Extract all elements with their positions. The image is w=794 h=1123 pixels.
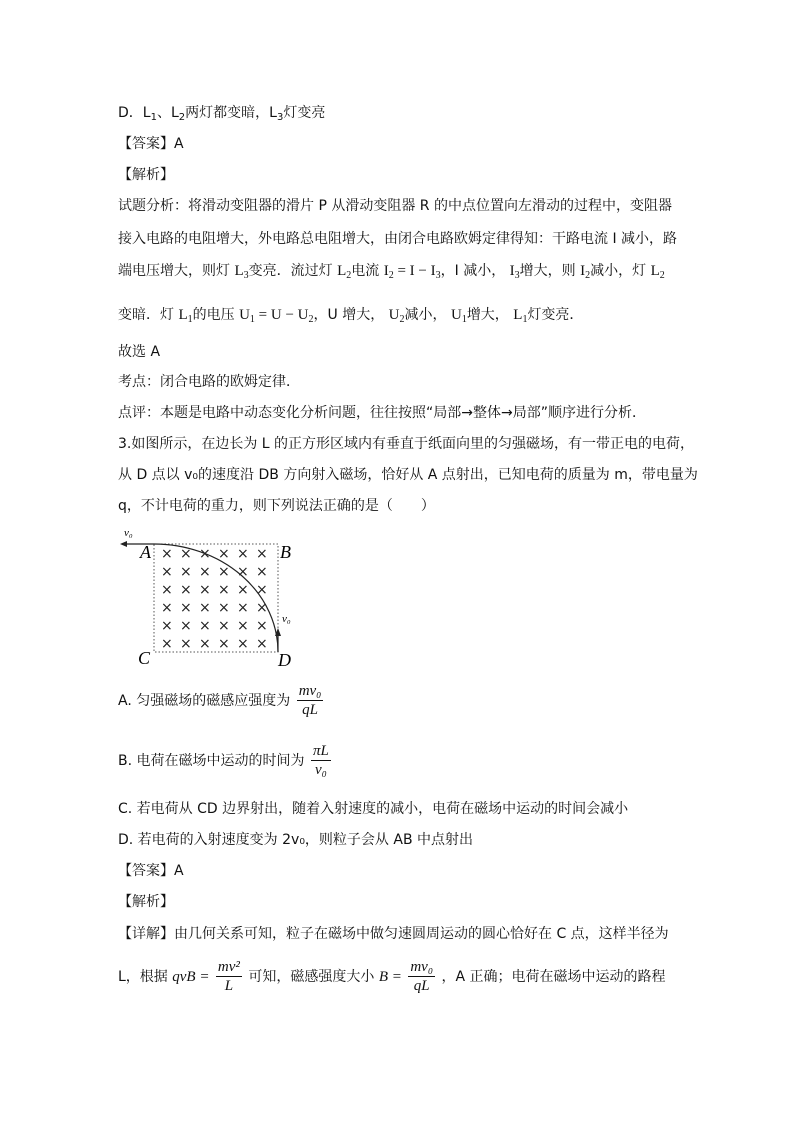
text: 电流 xyxy=(351,263,380,279)
symbol-I3: $I_3$ xyxy=(509,263,520,281)
analysis-label-1: 【解析】 xyxy=(118,167,174,183)
option-a-line xyxy=(118,682,325,720)
option-b-text: B. 电荷在磁场中运动的时间为 xyxy=(118,753,305,769)
label-B: B xyxy=(280,542,291,562)
text: 减小，灯 xyxy=(590,263,647,279)
text: 变亮．流过灯 xyxy=(248,263,333,279)
option-d-text: D．L xyxy=(118,105,151,121)
dianping-line: 点评：本题是电路中动态变化分析问题，往往按照“局部→整体→局部”顺序进行分析． xyxy=(118,405,646,421)
option-b-fraction xyxy=(311,743,331,779)
option-d-text: 两灯都变暗，L xyxy=(185,105,277,121)
field-cross: × xyxy=(199,618,211,634)
kaodian-line: 考点：闭合电路的欧姆定律． xyxy=(118,374,300,390)
subscript: 3 xyxy=(276,112,284,123)
analysis-paragraph-line-3 xyxy=(118,261,665,286)
denominator: v₀ xyxy=(314,762,327,778)
field-cross: × xyxy=(218,582,230,598)
question3-line-1: 3.如图所示，在边长为 L 的正方形区域内有垂直于纸面向里的匀强磁场，有一带正电的电荷， xyxy=(118,436,695,452)
label-v0-top: v₀ xyxy=(124,527,133,539)
numerator: mv² xyxy=(217,959,240,975)
text: 灯变亮． xyxy=(527,307,584,323)
detail-line-1: 【详解】由几何关系可知，粒子在磁场中做匀速圆周运动的圆心恰好在 C 点，这样半径为 xyxy=(118,926,669,942)
field-cross: × xyxy=(237,546,249,562)
symbol-U2: $U_2$ xyxy=(388,307,405,325)
text: 增大，则 xyxy=(519,263,576,279)
equation-voltage: $U_1 = U - U_2$ xyxy=(239,307,314,325)
subscript: 3 xyxy=(243,270,249,281)
analysis-paragraph-line-1: 试题分析：将滑动变阻器的滑片 P 从滑动变阻器 R 的中点位置向左滑动的过程中，变阻器 xyxy=(118,198,672,214)
field-cross: × xyxy=(180,600,192,616)
text: 端电压增大，则灯 xyxy=(118,263,230,279)
field-cross: × xyxy=(161,546,173,562)
field-cross: × xyxy=(161,636,173,652)
denominator: L xyxy=(224,978,234,994)
field-cross: × xyxy=(161,618,173,634)
field-cross: × xyxy=(199,636,211,652)
symbol-L2: $L_2$ xyxy=(337,263,352,281)
label-v0-right: v₀ xyxy=(282,613,291,625)
field-crosses xyxy=(161,546,268,652)
field-cross: × xyxy=(180,636,192,652)
analysis-paragraph-line-4 xyxy=(118,305,583,330)
field-cross: × xyxy=(237,600,249,616)
symbol-L1: $L_1$ xyxy=(178,307,193,325)
text: 可知，磁感强度大小 xyxy=(248,969,375,985)
analysis-label-2: 【解析】 xyxy=(118,894,174,910)
label-D: D xyxy=(278,650,291,670)
field-cross: × xyxy=(256,564,268,580)
fraction-mv2-L xyxy=(216,959,242,995)
text: 变暗．灯 xyxy=(118,307,174,323)
field-cross: × xyxy=(256,636,268,652)
equation-B: B = xyxy=(378,969,402,985)
symbol-I2: $I_2$ xyxy=(580,263,591,281)
field-cross: × xyxy=(256,546,268,562)
field-cross: × xyxy=(256,600,268,616)
field-cross: × xyxy=(218,546,230,562)
subscript: 2 xyxy=(178,112,186,123)
field-cross: × xyxy=(161,564,173,580)
text: ，U 增大， xyxy=(313,307,385,323)
option-c-line: C. 若电荷从 CD 边界射出，随着入射速度的减小，电荷在磁场中运动的时间会减小 xyxy=(118,801,629,817)
detail-line-2 xyxy=(118,956,666,998)
option-d-text: 灯变亮 xyxy=(283,105,326,121)
numerator: πL xyxy=(312,743,329,759)
field-cross: × xyxy=(180,564,192,580)
analysis-paragraph-line-2: 接入电路的电阻增大，外电路总电阻增大，由闭合电路欧姆定律得知：干路电流 I 减小，路 xyxy=(118,231,678,247)
symbol: L xyxy=(234,263,244,279)
field-cross: × xyxy=(199,582,211,598)
option-b-line xyxy=(118,742,333,780)
field-cross: × xyxy=(218,636,230,652)
field-cross: × xyxy=(199,546,211,562)
label-C: C xyxy=(138,648,151,668)
text: 的电压 xyxy=(192,307,235,323)
numerator: mv₀ xyxy=(410,959,434,975)
option-a-text: A. 匀强磁场的磁感应强度为 xyxy=(118,693,291,709)
field-cross: × xyxy=(237,582,249,598)
numerator: mv₀ xyxy=(298,683,322,699)
field-cross: × xyxy=(180,582,192,598)
equation-current: $I_2 = I - I_3$ xyxy=(383,263,441,281)
field-cross: × xyxy=(237,636,249,652)
text: 减小， xyxy=(404,307,447,323)
field-cross: × xyxy=(180,546,192,562)
field-cross: × xyxy=(199,600,211,616)
label-A: A xyxy=(140,542,151,562)
field-cross: × xyxy=(161,582,173,598)
field-cross: × xyxy=(237,618,249,634)
magnetic-field-diagram xyxy=(116,524,306,670)
text: 增大， xyxy=(466,307,509,323)
field-cross: × xyxy=(237,564,249,580)
symbol-L1: $L_1$ xyxy=(513,307,528,325)
text: ，A 正确；电荷在磁场中运动的路程 xyxy=(441,969,666,985)
option-a-fraction xyxy=(297,683,324,719)
field-cross: × xyxy=(199,564,211,580)
question3-line-3: q，不计电荷的重力，则下列说法正确的是（ ） xyxy=(118,498,435,514)
option-d-text: 、L xyxy=(156,105,179,121)
choose-line: 故选 A xyxy=(118,344,161,360)
option-d-line xyxy=(118,103,325,128)
denominator: qL xyxy=(302,702,318,718)
symbol-U1: $U_1$ xyxy=(450,307,467,325)
field-cross: × xyxy=(218,618,230,634)
answer-label-1: 【答案】A xyxy=(118,136,184,152)
text: L，根据 xyxy=(118,969,168,985)
field-cross: × xyxy=(218,600,230,616)
answer-label-2: 【答案】A xyxy=(118,863,184,879)
exit-arrowhead xyxy=(120,541,127,547)
field-cross: × xyxy=(218,564,230,580)
option-d2-line: D. 若电荷的入射速度变为 2v₀，则粒子会从 AB 中点射出 xyxy=(118,832,474,848)
denominator: qL xyxy=(413,978,430,994)
equation-left: qvB = xyxy=(172,969,210,985)
question3-line-2: 从 D 点以 v₀的速度沿 DB 方向射入磁场，恰好从 A 点射出，已知电荷的质量为 m，带电量为 xyxy=(118,467,698,483)
field-cross: × xyxy=(180,618,192,634)
symbol-L3 xyxy=(234,263,248,279)
field-cross: × xyxy=(256,618,268,634)
text: ，I 减小， xyxy=(440,263,506,279)
symbol-L2: $L_2$ xyxy=(650,263,665,281)
field-cross: × xyxy=(161,600,173,616)
fraction-mv0-qL xyxy=(408,959,435,995)
subscript: 1 xyxy=(150,112,157,123)
field-cross: × xyxy=(256,582,268,598)
